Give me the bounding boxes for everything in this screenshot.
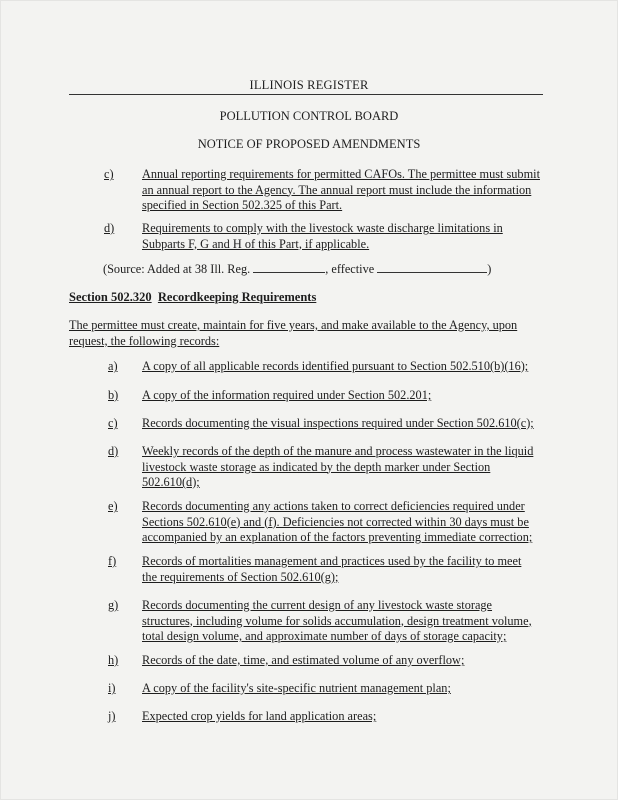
item-text: Weekly records of the depth of the manure and process wastewater in the liquid livestock waste storage as indicated by the depth marker under Section 502.610(d); bbox=[142, 444, 534, 489]
source-suffix: ) bbox=[487, 262, 492, 276]
item-label: j) bbox=[108, 709, 116, 723]
item-text: A copy of all applicable records identified pursuant to Section 502.510(b)(16); bbox=[142, 359, 529, 373]
item-label: h) bbox=[108, 653, 119, 667]
item-label: e) bbox=[108, 499, 118, 513]
item-text: Records documenting any actions taken to correct deficiencies required under Sections 502.610(e) and (f). Deficiencies not corrected within 30 days must be accompanied by an explanation of the factors preventing immediate correction; bbox=[142, 499, 533, 544]
section-heading bbox=[69, 290, 316, 305]
item-label: f) bbox=[108, 554, 117, 568]
register-title: ILLINOIS REGISTER bbox=[249, 78, 369, 92]
item-text: Records of mortalities management and practices used by the facility to meet the requirements of Section 502.610(g); bbox=[142, 554, 522, 584]
header-divider bbox=[69, 94, 543, 95]
notice-title: NOTICE OF PROPOSED AMENDMENTS bbox=[197, 137, 421, 151]
item-label: g) bbox=[108, 598, 119, 612]
item-text: Expected crop yields for land application areas; bbox=[142, 709, 377, 723]
item-text: Records of the date, time, and estimated volume of any overflow; bbox=[142, 653, 465, 667]
item-text: Requirements to comply with the livestock waste discharge limitations in Subparts F, G and H of this Part, if applicable. bbox=[142, 221, 503, 251]
source-note bbox=[103, 261, 491, 277]
item-text: A copy of the information required under Section 502.201; bbox=[142, 388, 432, 402]
item-label: i) bbox=[108, 681, 116, 695]
item-text: Records documenting the current design of any livestock waste storage structures, including volume for solids accumulation, design treatment volume, total design volume, and approximate number of days of storage capacity; bbox=[142, 598, 532, 643]
source-middle: , effective bbox=[325, 262, 378, 276]
item-text: Annual reporting requirements for permitted CAFOs. The permittee must submit an annual report to the Agency. The annual report must include the information specified in Section 502.325 of this Part. bbox=[142, 167, 540, 212]
item-label: c) bbox=[104, 167, 114, 181]
section-intro: The permittee must create, maintain for five years, and make available to the Agency, upon request, the following records: bbox=[69, 318, 518, 348]
section-title: Recordkeeping Requirements bbox=[157, 290, 317, 304]
source-prefix: (Source: Added at 38 Ill. Reg. bbox=[103, 262, 254, 276]
effective-blank bbox=[377, 261, 487, 273]
section-number: Section 502.320 bbox=[69, 290, 152, 304]
item-text: Records documenting the visual inspections required under Section 502.610(c); bbox=[142, 416, 534, 430]
board-name: POLLUTION CONTROL BOARD bbox=[219, 109, 399, 123]
item-label: c) bbox=[108, 416, 118, 430]
register-blank bbox=[253, 261, 325, 273]
item-label: b) bbox=[108, 388, 119, 402]
item-label: a) bbox=[108, 359, 118, 373]
item-label: d) bbox=[104, 221, 115, 235]
item-text: A copy of the facility's site-specific nutrient management plan; bbox=[142, 681, 451, 695]
item-label: d) bbox=[108, 444, 119, 458]
